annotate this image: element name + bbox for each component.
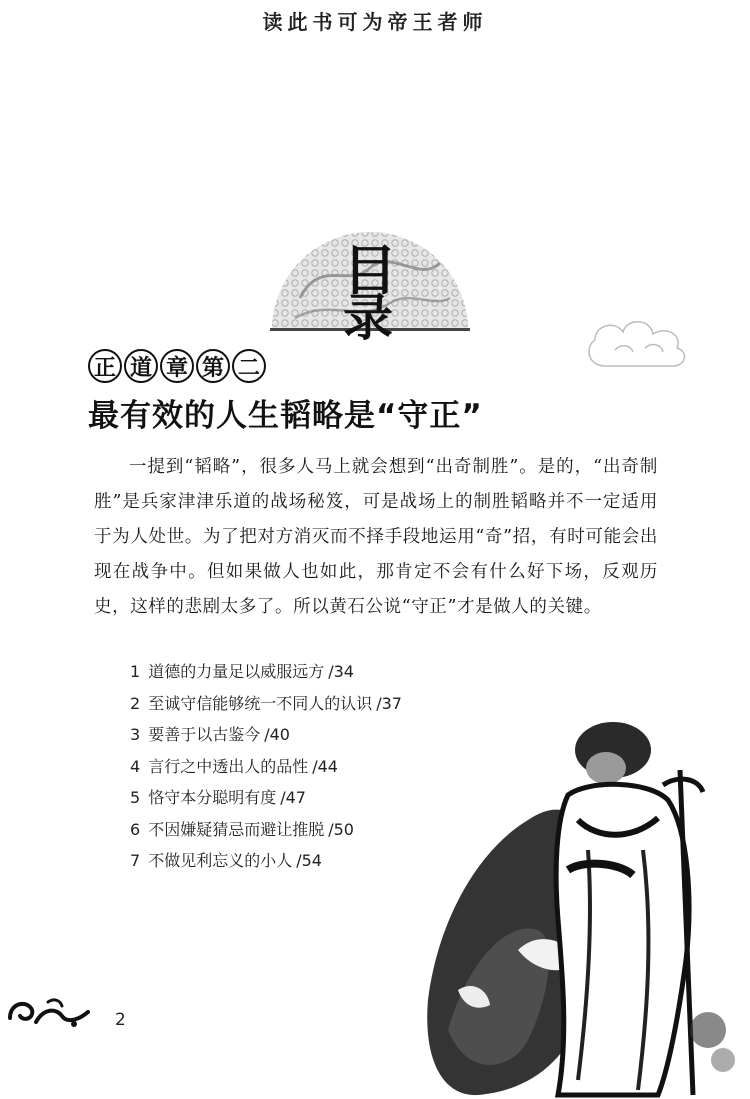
- chapter-label-char: 章: [160, 349, 194, 383]
- toc-entry[interactable]: [130, 688, 402, 720]
- toc-entry[interactable]: [130, 656, 402, 688]
- toc-entry[interactable]: [130, 845, 402, 877]
- toc-entry-number: 3: [130, 725, 141, 744]
- toc-entry-number: 4: [130, 756, 141, 776]
- toc-entry-page: /50: [328, 819, 354, 839]
- toc-entry-title: 要善于以古鉴今: [148, 725, 261, 744]
- toc-entry-title: 言行之中透出人的品性: [148, 756, 309, 776]
- chapter-label-char: 正: [88, 349, 122, 383]
- toc-entry-title: 至诚守信能够统一不同人的认识: [148, 693, 373, 713]
- chapter-title: 最有效的人生韬略是“守正”: [88, 398, 483, 434]
- toc-entry-page: /54: [296, 851, 322, 870]
- toc-entry[interactable]: [130, 719, 402, 751]
- table-of-contents: [130, 656, 402, 877]
- toc-entry-page: /44: [312, 756, 338, 776]
- toc-entry-number: 5: [130, 788, 141, 807]
- toc-entry-title: 不做见利忘义的小人: [148, 851, 293, 870]
- toc-entry-page: /37: [376, 693, 402, 713]
- toc-entry-number: 2: [130, 693, 141, 713]
- chapter-label-char: 道: [124, 349, 158, 383]
- toc-entry-page: /40: [264, 725, 290, 744]
- chapter-intro-paragraph: 一提到“韬略”，很多人马上就会想到“出奇制胜”。是的，“出奇制胜”是兵家津津乐道的战场秘笈，可是战场上的制胜韬略并不一定适用于为人处世。为了把对方消灭而不择手段地运用“奇”招，有时可能会出现在战争中。但如果做人也如此，那肯定不会有什么好下场，反观历史，这样的悲剧太多了。所以黄石公说“守正”才是做人的关键。: [94, 457, 658, 617]
- toc-entry[interactable]: [130, 814, 402, 846]
- ink-sage-illustration-icon: [418, 700, 750, 1099]
- toc-entry-number: 1: [130, 662, 141, 681]
- toc-entry-title: 不因嫌疑猜忌而避让推脱: [148, 819, 325, 839]
- toc-entry-page: /47: [280, 788, 306, 807]
- toc-entry-page: /34: [328, 662, 354, 681]
- toc-entry-title: 恪守本分聪明有度: [148, 788, 277, 807]
- chapter-label-char: 二: [232, 349, 266, 383]
- toc-entry-number: 6: [130, 819, 141, 839]
- toc-entry[interactable]: [130, 782, 402, 814]
- page-number: 2: [115, 1010, 126, 1030]
- chapter-label-char: 第: [196, 349, 230, 383]
- section-title-char-1: 目: [343, 238, 397, 302]
- running-header: 读此书可为帝王者师: [262, 10, 488, 34]
- ink-ornament-icon: [4, 992, 94, 1032]
- section-title-char-2: 录: [343, 288, 393, 347]
- toc-entry[interactable]: [130, 751, 402, 783]
- toc-entry-title: 道德的力量足以威服远方: [148, 662, 325, 681]
- chapter-label: [88, 349, 266, 383]
- section-heading: [270, 228, 470, 347]
- cloud-ornament-icon: [575, 300, 705, 380]
- toc-entry-number: 7: [130, 851, 141, 870]
